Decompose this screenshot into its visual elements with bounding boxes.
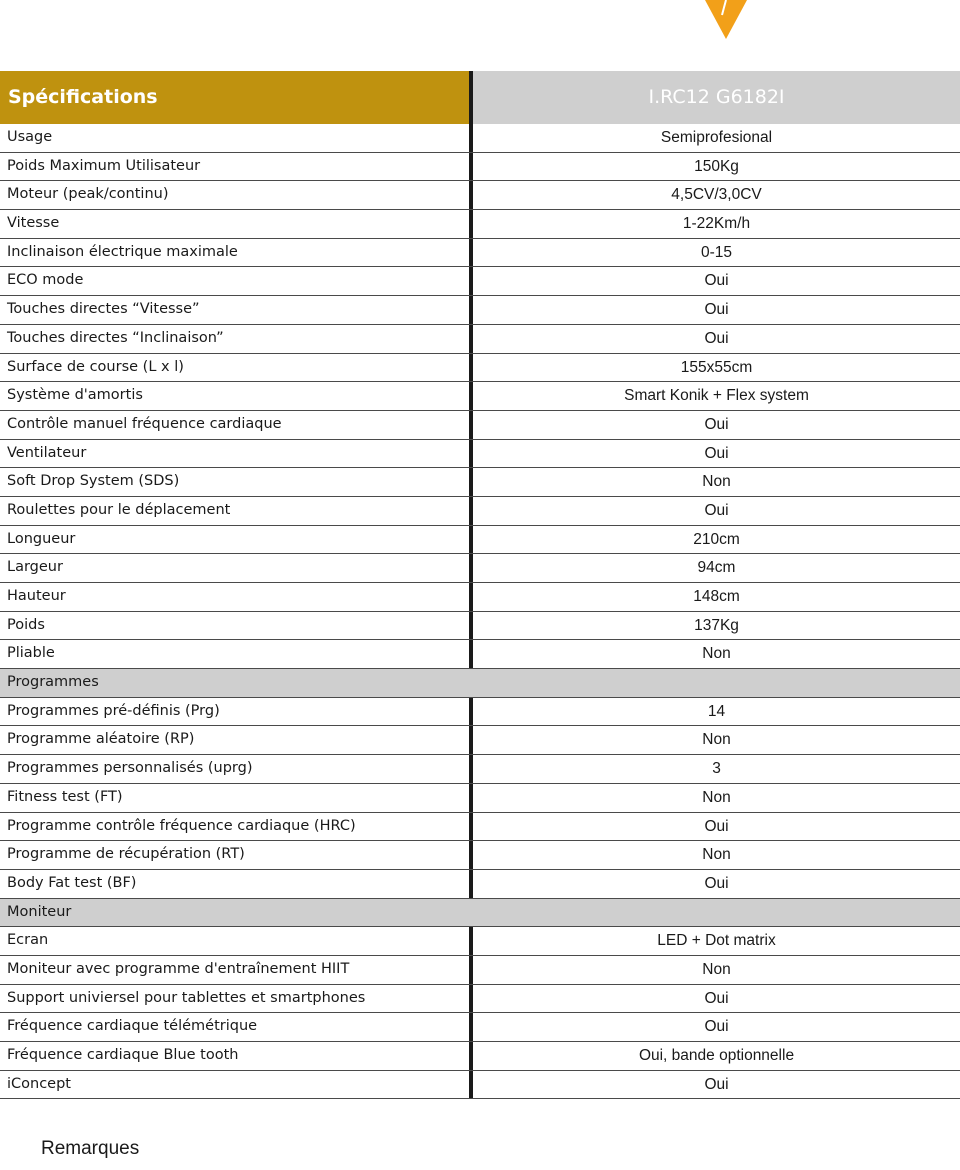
section-header [0, 899, 960, 928]
row-label: Programme aléatoire (RP) [7, 731, 195, 748]
row-label: Surface de course (L x l) [7, 358, 184, 375]
row-value: 210cm [693, 530, 740, 548]
table-row [0, 468, 960, 497]
table-row [0, 382, 960, 411]
row-label: Longueur [7, 530, 76, 547]
table-row [0, 870, 960, 899]
row-value: Oui [704, 272, 729, 290]
row-label: Fréquence cardiaque Blue tooth [7, 1047, 239, 1063]
row-label: Programmes pré-définis (Prg) [7, 702, 220, 719]
row-label: Soft Drop System (SDS) [7, 473, 180, 490]
table-row [0, 181, 960, 210]
row-label: Support univiersel pour tablettes et smartphones [7, 989, 366, 1006]
table-row [0, 153, 960, 182]
table-row [0, 813, 960, 842]
table-row [0, 583, 960, 612]
row-value: Non [702, 788, 731, 806]
row-label: Inclinaison électrique maximale [7, 243, 238, 260]
table-row [0, 554, 960, 583]
table-row [0, 927, 960, 956]
table-row [0, 956, 960, 985]
row-value: Oui [704, 1075, 729, 1093]
row-value: Oui [704, 301, 729, 319]
row-value: Oui, bande optionnelle [638, 1047, 795, 1064]
row-value: Semiprofesional [660, 129, 773, 146]
section-label: Programmes [7, 674, 99, 691]
row-value: Non [702, 731, 731, 749]
row-value: Oui [704, 989, 729, 1007]
table-row [0, 612, 960, 641]
row-label: Système d'amortis [7, 387, 143, 404]
table-row [0, 325, 960, 354]
table-row [0, 239, 960, 268]
header-model: I.RC12 G6182I [473, 71, 960, 124]
table-row [0, 296, 960, 325]
row-value: Non [702, 473, 731, 491]
table-row [0, 726, 960, 755]
row-value: 137Kg [694, 616, 739, 634]
row-label: Ecran [7, 932, 49, 949]
table-row [0, 210, 960, 239]
row-label: Hauteur [7, 588, 66, 604]
row-label: Fitness test (FT) [7, 788, 123, 805]
row-label: Poids Maximum Utilisateur [7, 157, 201, 174]
section-header [0, 669, 960, 698]
row-value: Non [702, 645, 731, 663]
row-label: ECO mode [7, 272, 84, 289]
row-value: 0-15 [700, 243, 733, 261]
row-value: 3 [712, 760, 721, 778]
row-value: 155x55cm [680, 358, 753, 376]
row-value: Oui [704, 874, 729, 892]
row-label: Programme contrôle fréquence cardiaque (HRC) [7, 817, 356, 834]
header-label: Spécifications [0, 71, 469, 124]
row-label: Usage [7, 129, 53, 145]
table-row [0, 267, 960, 296]
row-value: Oui [704, 329, 729, 347]
row-value: Oui [704, 501, 729, 519]
table-row [0, 411, 960, 440]
row-label: Moteur (peak/continu) [7, 186, 169, 203]
row-label: Pliable [7, 645, 55, 662]
table-row [0, 784, 960, 813]
row-label: Moniteur avec programme d'entraînement HIIT [7, 960, 350, 977]
row-label: Touches directes “Inclinaison” [7, 329, 224, 346]
table-row [0, 124, 960, 153]
row-label: iConcept [7, 1075, 71, 1092]
spec-rows [0, 124, 960, 1099]
row-label: Programmes personnalisés (uprg) [7, 760, 253, 777]
table-header [0, 71, 960, 124]
table-row [0, 1013, 960, 1042]
row-label: Touches directes “Vitesse” [7, 301, 200, 318]
remarks-heading: Remarques [41, 1138, 140, 1159]
row-value: Non [702, 960, 731, 978]
row-label: Body Fat test (BF) [7, 874, 137, 891]
row-value: 14 [707, 702, 726, 720]
table-row [0, 526, 960, 555]
section-label: Moniteur [7, 903, 72, 920]
row-value: Oui [704, 415, 729, 433]
row-label: Poids [7, 616, 45, 633]
row-label: Contrôle manuel fréquence cardiaque [7, 415, 282, 432]
row-label: Largeur [7, 559, 63, 576]
brand-logo-icon [705, 0, 747, 40]
table-row [0, 640, 960, 669]
table-row [0, 1042, 960, 1071]
row-value: 4,5CV/3,0CV [671, 186, 762, 204]
row-value: Oui [704, 817, 729, 835]
row-value: Non [702, 846, 731, 864]
row-value: Smart Konik + Flex system [624, 387, 809, 405]
table-row [0, 755, 960, 784]
row-value: 148cm [693, 588, 740, 605]
row-value: Oui [704, 444, 729, 462]
specifications-table [0, 71, 960, 1099]
table-row [0, 698, 960, 727]
row-value: Oui [704, 1018, 729, 1036]
row-label: Vitesse [7, 215, 60, 232]
table-row [0, 841, 960, 870]
table-row [0, 1071, 960, 1100]
table-row [0, 985, 960, 1014]
row-label: Roulettes pour le déplacement [7, 501, 231, 518]
row-value: LED + Dot matrix [657, 932, 776, 950]
row-value: 150Kg [694, 157, 739, 175]
table-row [0, 440, 960, 469]
row-value: 1-22Km/h [682, 215, 751, 233]
row-label: Fréquence cardiaque télémétrique [7, 1018, 258, 1035]
row-label: Ventilateur [7, 444, 87, 461]
row-label: Programme de récupération (RT) [7, 846, 245, 863]
row-value: 94cm [697, 559, 736, 577]
table-row [0, 497, 960, 526]
table-row [0, 354, 960, 383]
